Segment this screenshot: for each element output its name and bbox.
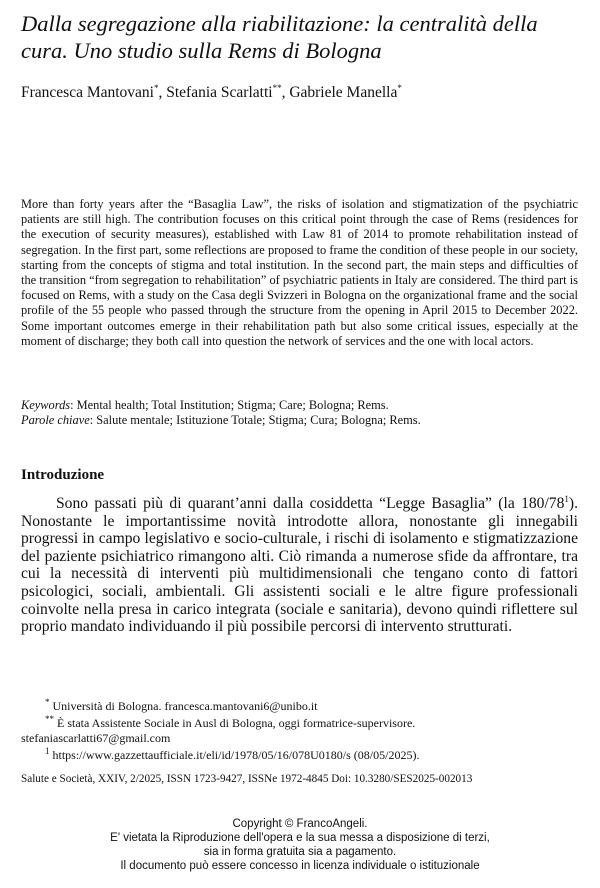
footnote-1 — [21, 748, 578, 763]
intro-paragraph — [21, 495, 578, 636]
affiliation-mark: * — [154, 82, 159, 93]
section-heading: Introduzione — [21, 467, 105, 483]
article-title: Dalla segregazione alla riabilitazione: la centralità della cura. Uno studio sulla Rems di Bologna — [21, 11, 538, 63]
author-separator: , — [281, 84, 290, 101]
footnote-text: È stata Assistente Sociale in Ausl di Bologna, oggi formatrice-supervisore. — [54, 716, 416, 730]
author-name: Gabriele Manella — [289, 84, 398, 101]
copyright-notice: E' vietata la Riproduzione dell'opera e la sua messa a disposizione di terzi, — [110, 832, 490, 844]
affiliation-mark: * — [397, 82, 402, 93]
parole-chiave-line — [21, 413, 578, 428]
footnote-mark: 1 — [45, 746, 50, 756]
footnote-affiliation-1 — [21, 699, 578, 714]
footnote-ref: 1 — [564, 493, 569, 504]
keywords-line — [21, 398, 578, 413]
footnote-text: https://www.gazzettaufficiale.it/eli/id/1978/05/16/078U0180/s (08/05/2025). — [49, 748, 420, 762]
author-name: Francesca Mantovani — [21, 84, 154, 101]
footnote-text: Università di Bologna. francesca.mantovani6@unibo.it — [49, 699, 318, 713]
abstract: More than forty years after the “Basaglia Law”, the risks of isolation and stigmatization of the psychiatric patients are still high. The contribution focuses on this critical point through the case of Rems (residences for the execution of security measures), established with Law 81 of 2014 to promote rehabilitation instead of segregation. In the first part, some reflections are proposed to frame the condition of these people in our society, starting from the concepts of stigma and total institution. In the second part, the main steps and difficulties of the transition “from segregation to rehabilitation” of psychiatric patients in Italy are considered. The third part is focused on Rems, with a study on the Casa degli Svizzeri in Bologna on the organizational frame and the social profile of the 55 people who passed through the structure from the opening in April 2015 to December 2022. Some important outcomes emerge in their rehabilitation path but also some critical issues, especially at the moment of discharge; they both call into question the network of services and the one with local actors. — [21, 197, 578, 348]
footnote-email: stefaniascarlatti67@gmail.com — [21, 731, 171, 745]
copyright-line: Copyright © FrancoAngeli. — [232, 818, 368, 830]
copyright-notice: Il documento può essere concesso in licenza individuale o istituzionale — [120, 860, 480, 872]
copyright-notice: sia in forma gratuita sia a pagamento. — [203, 846, 397, 858]
author-list — [21, 84, 581, 102]
author-name: Stefania Scarlatti — [166, 84, 273, 101]
paragraph-text: Sono passati più di quarant’anni dalla cosiddetta “Legge Basaglia” (la 180/78 — [56, 495, 565, 512]
keywords-label: Keywords — [21, 398, 71, 412]
parole-chiave-label: Parole chiave — [21, 413, 90, 427]
footnote-mark: ** — [45, 714, 54, 724]
footnote-mark: * — [45, 697, 50, 707]
author-separator: , — [158, 84, 167, 101]
footnote-affiliation-2 — [21, 716, 578, 746]
parole-chiave-text: : Salute mentale; Istituzione Totale; Stigma; Cura; Bologna; Rems. — [89, 413, 421, 427]
paragraph-text: ). Nonostante le importantissime novità introdotte allora, nonostante gli innegabili progressi in campo legislativo e socio-culturale, i rischi di isolamento e stigmatizzazione del paziente psichiatrico rimangono alti. Ciò rimanda a numerose sfide da affrontare, tra cui la necessità di interventi più multidimensionali che tengano conto di fattori psicologici, sociali, ambientali. Gli assistenti sociali e le altre figure professionali coinvolte nella presa in carico integrata (sociale e sanitaria), devono quindi riflettere sul proprio mandato individuando il più possibile percorsi di intervento strutturati. — [21, 495, 578, 636]
journal-info: Salute e Società, XXIV, 2/2025, ISSN 1723-9427, ISSNe 1972-4845 Doi: 10.3280/SES2025-002013 — [21, 773, 473, 785]
keywords-text: : Mental health; Total Institution; Stigma; Care; Bologna; Rems. — [70, 398, 389, 412]
affiliation-mark: ** — [272, 82, 282, 93]
